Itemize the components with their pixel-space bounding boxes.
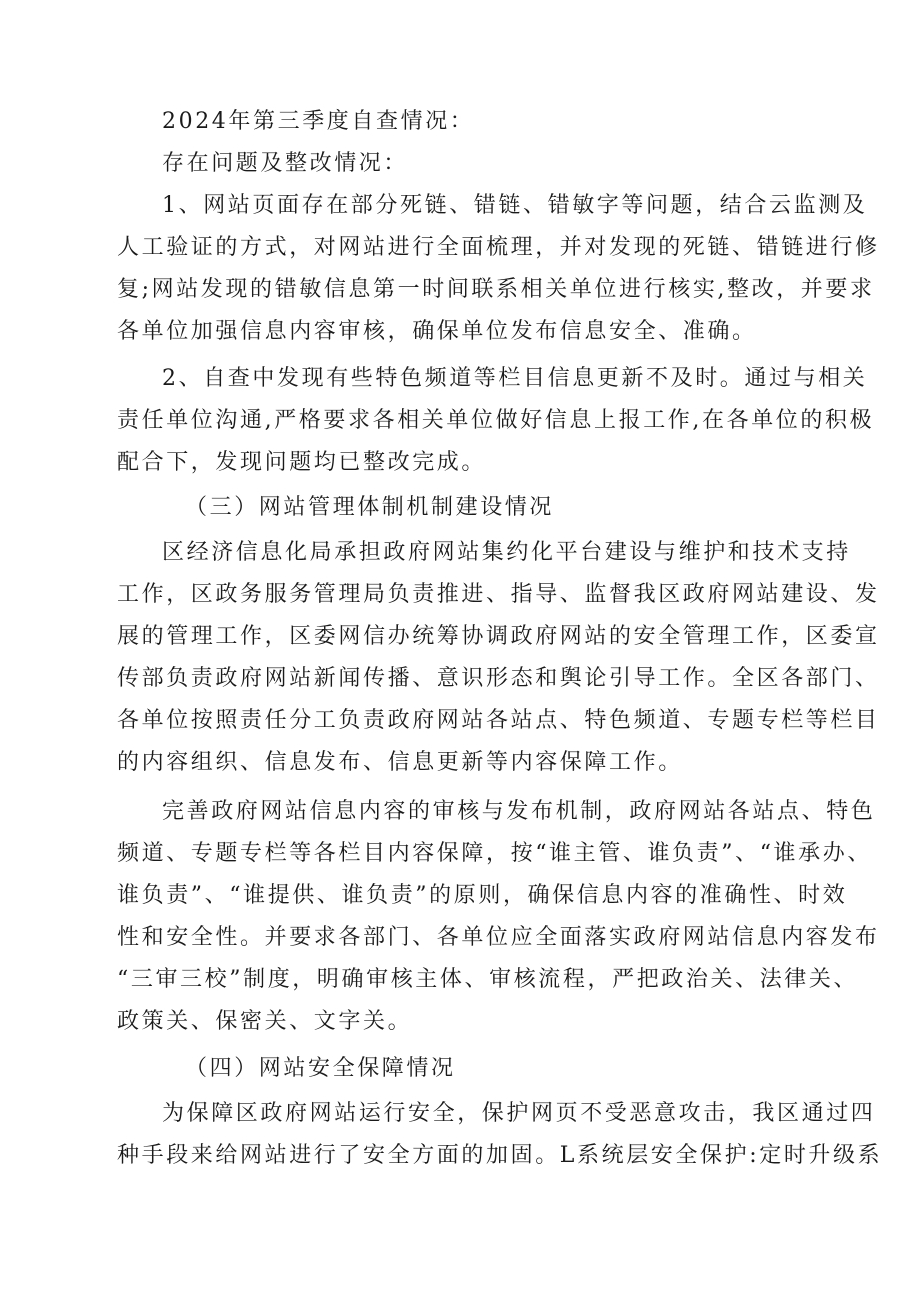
section4-title: （四）网站安全保障情况 — [185, 1056, 456, 1081]
section3-title: （三）网站管理体制机制建设情况 — [185, 495, 555, 520]
section3-para1-line: 各单位按照责任分工负责政府网站各站点、特色频道、专题专栏等栏目 — [117, 708, 880, 733]
section3-para2-line: 性和安全性。并要求各部门、各单位应全面落实政府网站信息内容发布 — [117, 925, 880, 950]
section3-para1-line: 展的管理工作，区委网信办统筹协调政府网站的安全管理工作，区委宣 — [117, 624, 880, 649]
section3-para2-line: 完善政府网站信息内容的审核与发布机制，政府网站各站点、特色 — [162, 799, 876, 824]
issue1-line: 复;网站发现的错敏信息第一时间联系相关单位进行核实,整改，并要求 — [117, 277, 875, 302]
section4-para1-line: 种手段来给网站进行了安全方面的加固。L系统层安全保护:定时升级系 — [117, 1143, 883, 1168]
issue1-line: 人工验证的方式，对网站进行全面梳理，并对发现的死链、错链进行修 — [117, 235, 880, 260]
issue2-line: 2、自查中发现有些特色频道等栏目信息更新不及时。通过与相关 — [162, 366, 868, 391]
issue1-line: 各单位加强信息内容审核，确保单位发布信息安全、准确。 — [117, 319, 757, 344]
issue1-line: 1、网站页面存在部分死链、错链、错敏字等问题，结合云监测及 — [162, 193, 868, 218]
issue2-line: 配合下，发现问题均已整改完成。 — [117, 450, 487, 475]
section3-para2-line: 政策关、保密关、文字关。 — [117, 1009, 413, 1034]
section3-para1-line: 的内容组织、信息发布、信息更新等内容保障工作。 — [117, 750, 683, 775]
issue2-line: 责任单位沟通,严格要求各相关单位做好信息上报工作,在各单位的积极 — [117, 408, 875, 433]
section3-para1-line: 工作，区政务服务管理局负责推进、指导、监督我区政府网站建设、发 — [117, 582, 880, 607]
section3-para1-line: 区经济信息化局承担政府网站集约化平台建设与维护和技术支持 — [162, 540, 851, 565]
section3-para1-line: 传部负责政府网站新闻传播、意识形态和舆论引导工作。全区各部门、 — [117, 666, 880, 691]
section3-para2-line: 谁负责”、“谁提供、谁负责”的原则，确保信息内容的准确性、时效 — [117, 883, 848, 908]
section3-para2-line: “三审三校”制度，明确审核主体、审核流程，严把政治关、法律关、 — [117, 967, 859, 992]
report-heading: 2024年第三季度自查情况： — [162, 109, 475, 134]
section3-para2-line: 频道、专题专栏等各栏目内容保障，按“谁主管、谁负责”、“谁承办、 — [117, 841, 872, 866]
section4-para1-line: 为保障区政府网站运行安全，保护网页不受恶意攻击，我区通过四 — [162, 1101, 876, 1126]
issues-heading: 存在问题及整改情况： — [162, 151, 409, 176]
